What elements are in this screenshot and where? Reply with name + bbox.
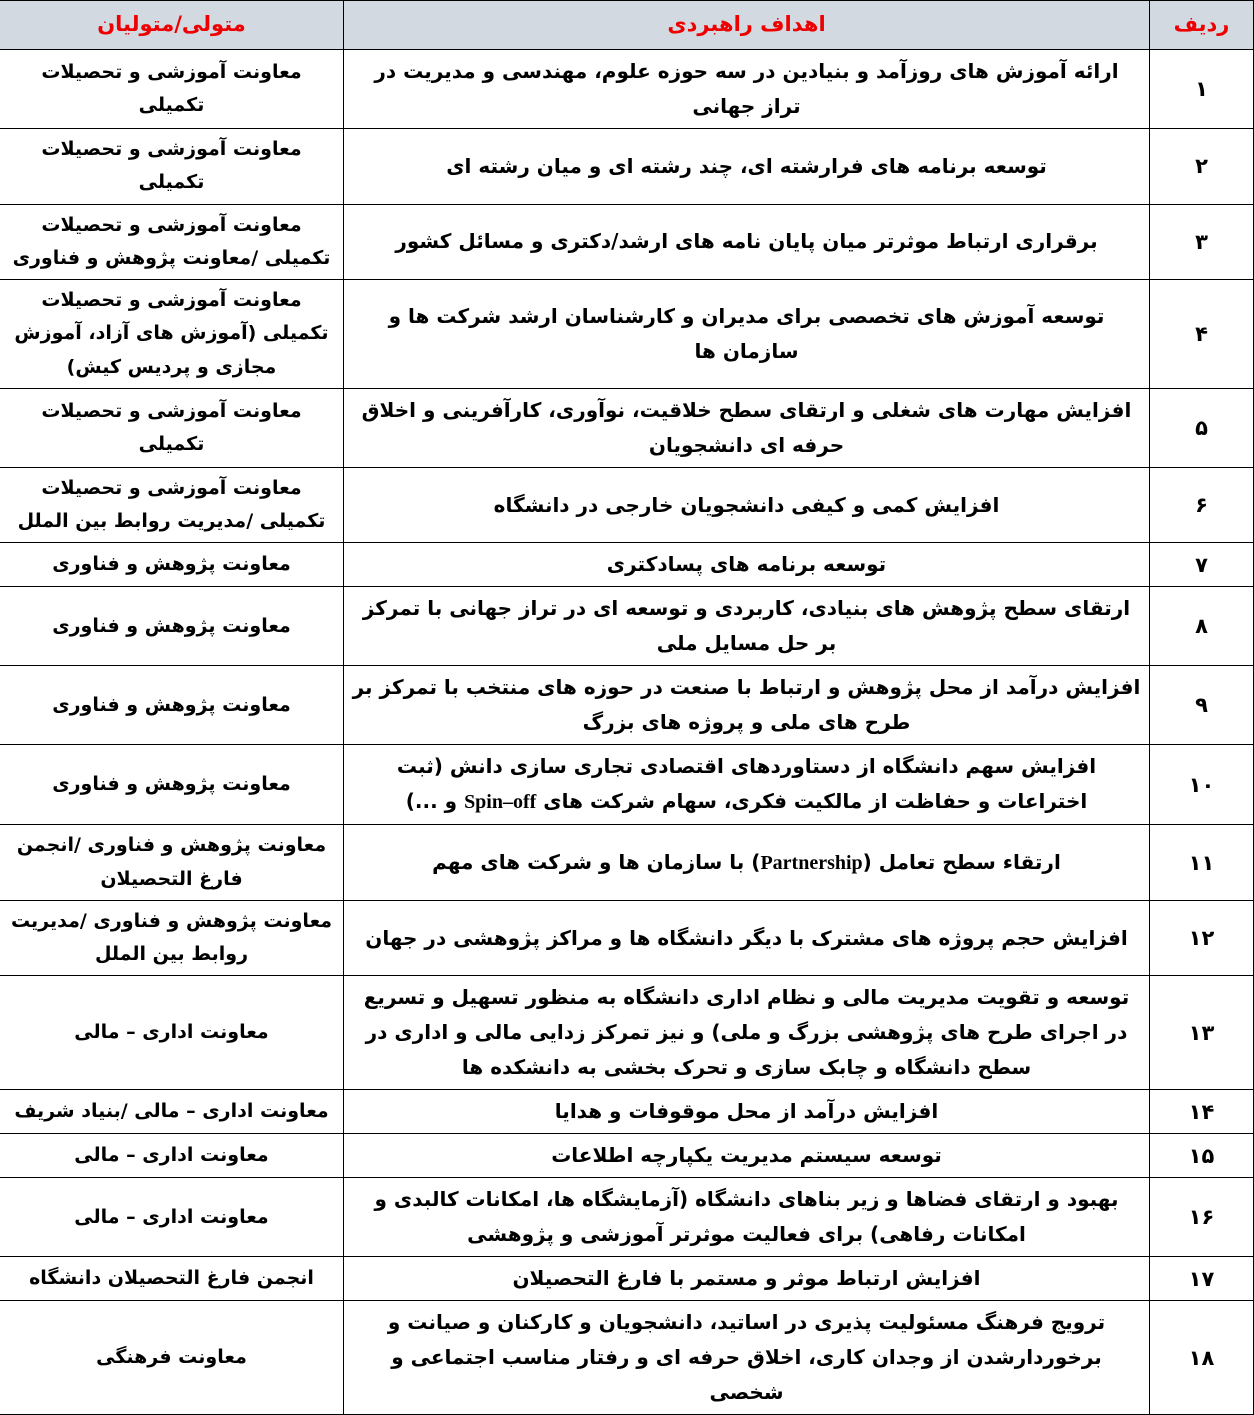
owner-cell: معاونت اداری – مالی [0,1134,344,1178]
column-header-owner: متولی/متولیان [0,1,344,50]
strategic-goal-cell: توسعه برنامه های پسادکتری [344,543,1150,587]
table-row [0,467,1254,543]
table-row [0,1257,1254,1301]
table-row [0,1090,1254,1134]
owner-cell: معاونت آموزشی و تحصیلات تکمیلی (آموزش های آزاد، آموزش مجازی و پردیس کیش) [0,280,344,389]
owner-cell: معاونت آموزشی و تحصیلات تکمیلی /مدیریت روابط بین الملل [0,467,344,543]
owner-cell: معاونت پژوهش و فناوری [0,666,344,745]
row-index-cell: ۱۰ [1150,745,1254,825]
strategic-goal-cell: افزایش مهارت های شغلی و ارتقای سطح خلاقیت، نوآوری، کارآفرینی و اخلاق حرفه ای دانشجویان [344,388,1150,467]
row-index-cell: ۱۵ [1150,1134,1254,1178]
table-row [0,280,1254,389]
header-row [0,1,1254,50]
table-row [0,204,1254,280]
row-index-cell: ۳ [1150,204,1254,280]
strategic-goal-cell: بهبود و ارتقای فضاها و زیر بناهای دانشگاه (آزمایشگاه ها، امکانات کالبدی و امکانات رفاهی) برای فعالیت موثرتر آموزشی و پژوهشی [344,1178,1150,1257]
table-row [0,1178,1254,1257]
strategic-goal-cell: افزایش درآمد از محل موقوفات و هدایا [344,1090,1150,1134]
owner-cell: انجمن فارغ التحصیلان دانشگاه [0,1257,344,1301]
row-index-cell: ۱۳ [1150,976,1254,1090]
row-index-cell: ۲ [1150,129,1254,205]
owner-cell: معاونت پژوهش و فناوری [0,587,344,666]
owner-cell: معاونت آموزشی و تحصیلات تکمیلی [0,129,344,205]
strategic-goal-cell: توسعه و تقویت مدیریت مالی و نظام اداری دانشگاه به منظور تسهیل و تسریع در اجرای طرح های پژوهشی بزرگ و ملی) و نیز تمرکز زدایی مالی و اداری در سطح دانشگاه و چابک سازی و تحرک بخشی به دانشکده ها [344,976,1150,1090]
table-row [0,129,1254,205]
owner-cell: معاونت اداری – مالی [0,976,344,1090]
row-index-cell: ۵ [1150,388,1254,467]
strategic-goal-cell: ارائه آموزش های روزآمد و بنیادین در سه حوزه علوم، مهندسی و مدیریت در تراز جهانی [344,50,1150,129]
owner-cell: معاونت فرهنگی [0,1301,344,1415]
latin-term: Spin–off [464,791,537,814]
row-index-cell: ۱۱ [1150,825,1254,901]
strategic-goal-cell: توسعه برنامه های فرارشته ای، چند رشته ای و میان رشته ای [344,129,1150,205]
table-row [0,666,1254,745]
owner-cell: معاونت پژوهش و فناوری /مدیریت روابط بین الملل [0,900,344,976]
strategic-goal-cell: ارتقای سطح پژوهش های بنیادی، کاربردی و توسعه ای در تراز جهانی با تمرکز بر حل مسایل ملی [344,587,1150,666]
row-index-cell: ۴ [1150,280,1254,389]
table-header [0,1,1254,50]
strategic-goal-cell: افزایش کمی و کیفی دانشجویان خارجی در دانشگاه [344,467,1150,543]
owner-cell: معاونت آموزشی و تحصیلات تکمیلی /معاونت پژوهش و فناوری [0,204,344,280]
owner-cell: معاونت پژوهش و فناوری /انجمن فارغ التحصیلان [0,825,344,901]
table-row [0,900,1254,976]
latin-term: Partnership [760,851,863,874]
table-row [0,1134,1254,1178]
strategic-goal-cell: افزایش حجم پروژه های مشترک با دیگر دانشگاه ها و مراکز پژوهشی در جهان [344,900,1150,976]
table-row [0,587,1254,666]
table-row [0,388,1254,467]
table-row [0,745,1254,825]
column-header-index: ردیف [1150,1,1254,50]
row-index-cell: ۱۲ [1150,900,1254,976]
owner-cell: معاونت پژوهش و فناوری [0,745,344,825]
owner-cell: معاونت پژوهش و فناوری [0,543,344,587]
table-row [0,976,1254,1090]
row-index-cell: ۱۴ [1150,1090,1254,1134]
strategic-goal-cell: توسعه آموزش های تخصصی برای مدیران و کارشناسان ارشد شرکت ها و سازمان ها [344,280,1150,389]
owner-cell: معاونت آموزشی و تحصیلات تکمیلی [0,50,344,129]
row-index-cell: ۸ [1150,587,1254,666]
owner-cell: معاونت آموزشی و تحصیلات تکمیلی [0,388,344,467]
row-index-cell: ۷ [1150,543,1254,587]
table-row [0,825,1254,901]
owner-cell: معاونت اداری – مالی /بنیاد شریف [0,1090,344,1134]
row-index-cell: ۱ [1150,50,1254,129]
row-index-cell: ۶ [1150,467,1254,543]
row-index-cell: ۱۷ [1150,1257,1254,1301]
row-index-cell: ۱۸ [1150,1301,1254,1415]
strategic-goal-cell: افزایش ارتباط موثر و مستمر با فارغ التحصیلان [344,1257,1150,1301]
strategic-goal-cell: افزایش درآمد از محل پژوهش و ارتباط با صنعت در حوزه های منتخب با تمرکز بر طرح های ملی و پروژه های بزرگ [344,666,1150,745]
row-index-cell: ۹ [1150,666,1254,745]
strategic-goal-cell: توسعه سیستم مدیریت یکپارچه اطلاعات [344,1134,1150,1178]
strategic-goal-cell: ارتقاء سطح تعامل (Partnership) با سازمان ها و شرکت های مهم [344,825,1150,901]
strategic-goal-cell: ترویج فرهنگ مسئولیت پذیری در اساتید، دانشجویان و کارکنان و صیانت و برخوردارشدن از وجدان کاری، اخلاق حرفه ای و رفتار مناسب اجتماعی و شخصی [344,1301,1150,1415]
table-row [0,1301,1254,1415]
owner-cell: معاونت اداری – مالی [0,1178,344,1257]
strategic-goal-cell: برقراری ارتباط موثرتر میان پایان نامه های ارشد/دکتری و مسائل کشور [344,204,1150,280]
table-row [0,50,1254,129]
column-header-goal: اهداف راهبردی [344,1,1150,50]
row-index-cell: ۱۶ [1150,1178,1254,1257]
table-body [0,50,1254,1415]
table-row [0,543,1254,587]
strategic-goal-cell: افزایش سهم دانشگاه از دستاوردهای اقتصادی تجاری سازی دانش (ثبت اختراعات و حفاظت از مالکیت فکری، سهام شرکت های Spin–off و ...) [344,745,1150,825]
